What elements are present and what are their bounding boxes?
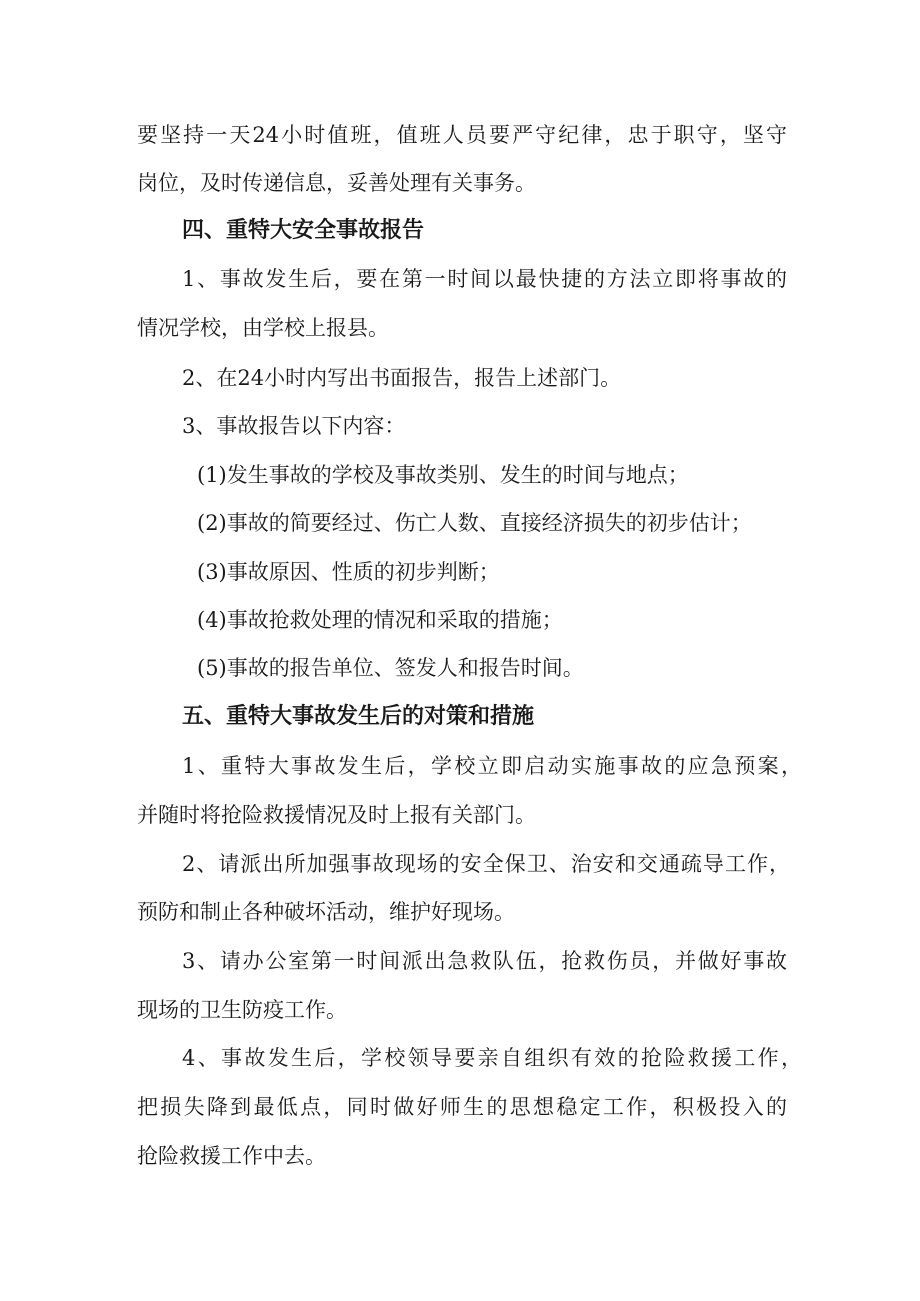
section-heading-4: 四、重特大安全事故报告: [182, 218, 425, 243]
body-text-line: 现场的卫生防疫工作。: [137, 998, 347, 1022]
body-text-line: 并随时将抢险救援情况及时上报有关部门。: [137, 803, 536, 827]
body-text-line: 2、请派出所加强事故现场的安全保卫、治安和交通疏导工作，: [182, 852, 790, 876]
body-text-line: 3、事故报告以下内容：: [182, 414, 406, 438]
list-item: (3)事故原因、性质的初步判断；: [197, 560, 500, 584]
list-item: (4)事故抢救处理的情况和采取的措施；: [197, 608, 563, 632]
body-text-line: 1、重特大事故发生后，学校立即启动实施事故的应急预案，: [182, 754, 802, 778]
section-heading-5: 五、重特大事故发生后的对策和措施: [182, 704, 535, 729]
list-item: (1)发生事故的学校及事故类别、发生的时间与地点；: [197, 463, 689, 487]
body-text-line: 预防和制止各种破坏活动，维护好现场。: [137, 900, 515, 924]
body-text-line: 把损失降到最低点，同时做好师生的思想稳定工作，积极投入的: [137, 1095, 787, 1119]
body-text-line: 2、在24小时内写出书面报告，报告上述部门。: [182, 366, 622, 390]
list-item: (5)事故的报告单位、签发人和报告时间。: [197, 656, 584, 680]
list-item: (2)事故的简要经过、伤亡人数、直接经济损失的初步估计；: [197, 511, 752, 535]
body-text-line: 情况学校，由学校上报县。: [137, 316, 389, 340]
body-text-line: 抢险救援工作中去。: [137, 1144, 326, 1168]
body-text-line: 3、请办公室第一时间派出急救队伍，抢救伤员，并做好事故: [182, 949, 787, 973]
body-text-line: 岗位，及时传递信息，妥善处理有关事务。: [137, 171, 536, 195]
body-text-line: 要坚持一天24小时值班，值班人员要严守纪律，忠于职守，坚守: [137, 123, 787, 147]
body-text-line: 1、事故发生后，要在第一时间以最快捷的方法立即将事故的: [182, 267, 787, 291]
body-text-line: 4、事故发生后，学校领导要亲自组织有效的抢险救援工作，: [182, 1046, 802, 1070]
